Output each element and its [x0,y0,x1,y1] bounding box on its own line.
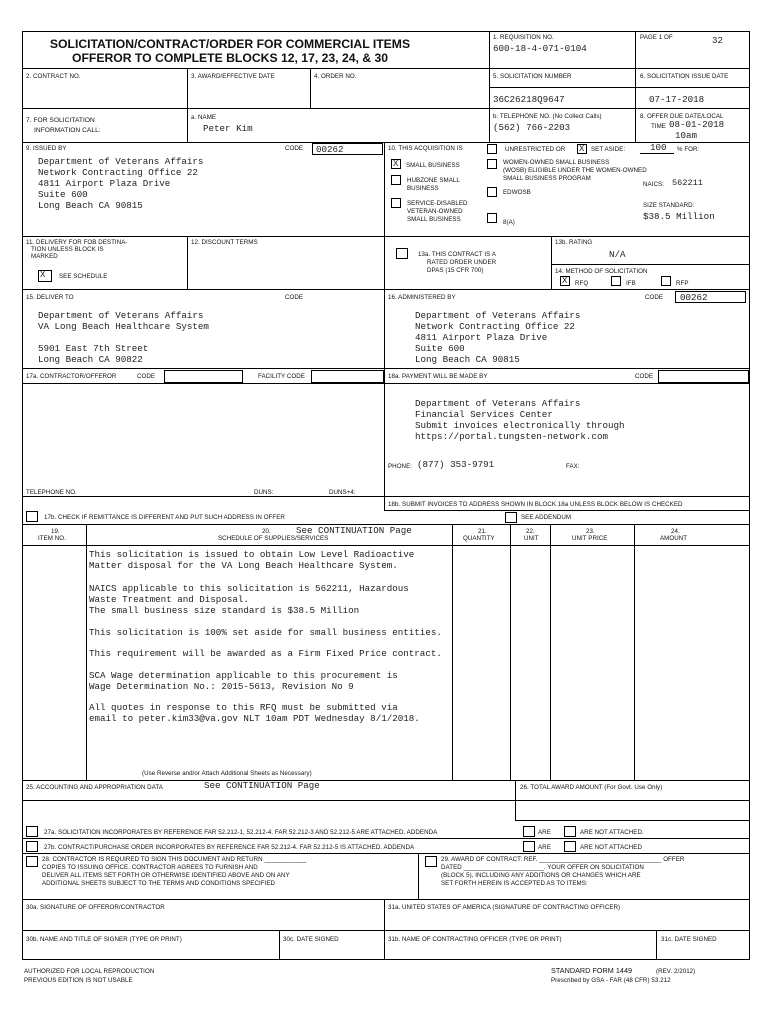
unrestricted-checkbox[interactable] [487,144,497,154]
telephone-label: TELEPHONE NO. [26,489,77,496]
clause-29-checkbox[interactable] [425,856,437,867]
footer-reproduction: AUTHORIZED FOR LOCAL REPRODUCTION [24,968,155,975]
rated-order-label-2: RATED ORDER UNDER [427,259,497,266]
payment-phone: (877) 353-9791 [417,459,495,470]
col-quantity-num: 21. [478,528,487,535]
clause-27a-are-not-label: ARE NOT ATTACHED. [580,829,644,836]
clause-27b-are-label: ARE [538,844,551,851]
offer-due-date[interactable]: 08-01-2018 [669,119,725,130]
ifb-label: IFB [626,280,636,287]
see-schedule-checkbox[interactable] [38,270,52,282]
percent-for-label: % FOR: [677,146,700,153]
clause-27b-label: 27b. CONTRACT/PURCHASE ORDER INCORPORATES BY REFERENCE FAR 52.212-4. FAR 52.212-5 IS ATTACHED. ADDENDA [44,844,415,851]
signer-date-label: 30c. DATE SIGNED [283,936,339,943]
delivery-label-3: MARKED [31,253,58,260]
total-award-label: 26. TOTAL AWARD AMOUNT (For Govt. Use Only) [520,784,663,791]
payment-phone-label: PHONE: [388,463,413,470]
contractor-code-box[interactable] [164,370,243,383]
remittance-checkbox[interactable] [26,511,38,522]
footer-prescribed: Prescribed by GSA - FAR (48 CFR) 53.212 [551,977,671,984]
rated-order-label-3: DPAS (15 CFR 700) [427,267,484,274]
offer-due-label: 8. OFFER DUE DATE/LOCAL [640,113,724,120]
facility-code-label: FACILITY CODE [258,373,305,380]
size-standard: $38.5 Million [643,211,715,222]
duns4-label: DUNS+4: [329,489,356,496]
for-info-label: 7. FOR SOLICITATION [26,117,95,124]
remittance-label: 17b. CHECK IF REMITTANCE IS DIFFERENT AND PUT SUCH ADDRESS IN OFFER [44,514,285,521]
set-aside-percent: 100 [650,142,667,153]
payment-label: 18a. PAYMENT WILL BE MADE BY [388,373,488,380]
unrestricted-label: UNRESTRICTED OR [505,146,566,153]
hubzone-label: HUBZONE SMALL [407,177,460,184]
payment-code-box[interactable] [658,370,749,383]
requisition-label: 1. REQUISITION NO. [493,34,554,41]
signature-co-label: 31a. UNITED STATES OF AMERICA (SIGNATURE OF CONTRACTING OFFICER) [388,904,621,911]
payment-code-label: CODE [635,373,654,380]
reverse-note: (Use Reverse and/or Attach Additional Sheets as Necessary) [142,770,312,777]
clause-28-checkbox[interactable] [26,856,38,867]
clause-27b-are-not-label: ARE NOT ATTACHED [580,844,642,851]
sdvosb-label-2: VETERAN-OWNED [407,208,463,215]
eight-a-label: 8(A) [503,219,515,226]
contact-phone[interactable]: (562) 766-2203 [493,122,571,133]
col-schedule-label: SCHEDULE OF SUPPLIES/SERVICES [218,535,329,542]
discount-terms-label: 12. DISCOUNT TERMS [191,239,258,246]
footer-form-name: STANDARD FORM 1449 [551,966,633,975]
rating-label: 13b. RATING [555,239,593,246]
requisition-number[interactable]: 600-18-4-071-0104 [493,43,587,54]
sdvosb-label: SERVICE-DISABLED [407,200,468,207]
ifb-checkbox[interactable] [611,276,621,286]
delivery-label-2: TION UNLESS BLOCK IS [31,246,104,253]
form-title: SOLICITATION/CONTRACT/ORDER FOR COMMERCIAL ITEMS [49,37,411,51]
issued-by-code-label: CODE [285,145,304,152]
rating-value[interactable]: N/A [609,249,626,260]
payment-fax-label: FAX: [566,463,580,470]
clause-27a-are-checkbox[interactable] [523,826,535,837]
col-unit-price-label: UNIT PRICE [572,535,608,542]
naics-code: 562211 [672,178,703,188]
delivery-label: 11. DELIVERY FOR FOB DESTINA- [26,239,128,246]
issued-by-label: 9. ISSUED BY [26,145,67,152]
for-info-label-2: INFORMATION CALL: [34,127,101,134]
issued-by-code: 00262 [316,144,344,155]
clause-27b-are-checkbox[interactable] [523,841,535,852]
clause-27a-are-not-checkbox[interactable] [564,826,576,837]
col-quantity-label: QUANTITY [463,535,495,542]
clause-27b-are-not-checkbox[interactable] [564,841,576,852]
time-label: TIME [651,123,666,130]
rated-order-checkbox[interactable] [396,248,408,259]
issue-date[interactable]: 07-17-2018 [649,94,705,105]
solicitation-number-label: 5. SOLICITATION NUMBER [493,73,572,80]
col-item-label: ITEM NO. [38,535,66,542]
wosb-label-2: (WOSB) ELIGIBLE UNDER THE WOMEN-OWNED [503,167,647,174]
acquisition-label: 10. THIS ACQUISITION IS [388,145,463,152]
co-name-label: 31b. NAME OF CONTRACTING OFFICER (TYPE OR PRINT) [388,936,562,943]
award-date-label: 3. AWARD/EFFECTIVE DATE [191,73,275,80]
order-no-label: 4. ORDER NO. [314,73,357,80]
col-amount-num: 24. [671,528,680,535]
form-subtitle: OFFEROR TO COMPLETE BLOCKS 12, 17, 23, 24, & 30 [71,51,389,65]
offer-due-time[interactable]: 10am [675,130,698,141]
duns-label: DUNS: [254,489,274,496]
col-schedule-num: 20. [262,528,271,535]
co-date-label: 31c. DATE SIGNED [661,936,717,943]
col-item-num: 19. [51,528,60,535]
set-aside-label: SET ASIDE: [591,146,626,153]
edwosb-checkbox[interactable] [487,187,497,197]
issue-date-label: 6. SOLICITATION ISSUE DATE [640,73,729,80]
col-amount-label: AMOUNT [660,535,688,542]
administered-by-code-label: CODE [645,294,664,301]
schedule-continuation-note: See CONTINUATION Page [296,525,412,536]
clause-27a-label: 27a. SOLICITATION INCORPORATES BY REFERENCE FAR 52.212-1, 52.212-4. FAR 52.212-3 AND 52.212-5 ARE ATTACHED. ADDENDA [44,829,438,836]
sdvosb-checkbox[interactable] [391,198,401,208]
rfp-checkbox[interactable] [661,276,671,286]
wosb-label-3: SMALL BUSINESS PROGRAM [503,175,591,182]
eight-a-checkbox[interactable] [487,213,497,223]
rfq-checkbox[interactable] [560,276,570,286]
set-aside-checkbox[interactable] [577,144,587,154]
signature-offeror-label: 30a. SIGNATURE OF OFFEROR/CONTRACTOR [26,904,165,911]
col-unit-price-num: 23. [586,528,595,535]
page-label: PAGE 1 OF [640,34,673,41]
name-label: a. NAME [191,114,217,121]
rfp-label: RFP [676,280,689,287]
wosb-label: WOMEN-OWNED SMALL BUSINESS [503,159,610,166]
size-standard-label: SIZE STANDARD: [643,202,695,209]
clause-27a-are-label: ARE [538,829,551,836]
contractor-label: 17a. CONTRACTOR/OFFEROR [26,373,117,380]
accounting-label: 25. ACCOUNTING AND APPROPRIATION DATA [26,784,163,791]
col-unit-num: 22. [526,528,535,535]
naics-label: NAICS: [643,181,664,188]
edwosb-label: EDWOSB [503,189,531,196]
signer-name-label: 30b. NAME AND TITLE OF SIGNER (TYPE OR PRINT) [26,936,182,943]
rated-order-label: 13a. THIS CONTRACT IS A [418,251,496,258]
clause-27b-checkbox[interactable] [26,841,38,852]
small-business-label: SMALL BUSINESS [406,162,460,169]
sdvosb-label-3: SMALL BUSINESS [407,216,461,223]
deliver-to-label: 15. DELIVER TO [26,294,74,301]
accounting-value: See CONTINUATION Page [204,780,320,791]
method-label: 14. METHOD OF SOLICITATION [555,268,648,275]
rfq-label: RFQ [575,280,589,287]
submit-invoices-label: 18b. SUBMIT INVOICES TO ADDRESS SHOWN IN BLOCK 18a UNLESS BLOCK BELOW IS CHECKED [388,501,683,508]
facility-code-box[interactable] [311,370,384,383]
footer-previous-edition: PREVIOUS EDITION IS NOT USABLE [24,977,133,984]
page-total: 32 [712,35,724,46]
hubzone-label-2: BUSINESS [407,185,439,192]
wosb-checkbox[interactable] [487,159,497,169]
contract-no-label: 2. CONTRACT NO. [26,73,81,80]
small-business-checkbox[interactable] [391,159,401,169]
see-addendum-checkbox[interactable] [505,512,517,523]
administered-by-code: 00262 [680,292,708,303]
clause-27a-checkbox[interactable] [26,826,38,837]
solicitation-number[interactable]: 36C26218Q9647 [493,94,565,105]
phone-label: b. TELEPHONE NO. (No Collect Calls) [493,113,602,120]
see-schedule-label: SEE SCHEDULE [59,273,108,280]
col-unit-label: UNIT [524,535,539,542]
contractor-code-label: CODE [137,373,156,380]
deliver-to-code-label: CODE [285,294,304,301]
contact-name[interactable]: Peter Kim [203,123,253,134]
see-addendum-label: SEE ADDENDUM [521,514,572,521]
footer-revision: (REV. 2/2012) [656,968,696,975]
administered-by-label: 16. ADMINISTERED BY [388,294,456,301]
hubzone-checkbox[interactable] [391,175,401,185]
